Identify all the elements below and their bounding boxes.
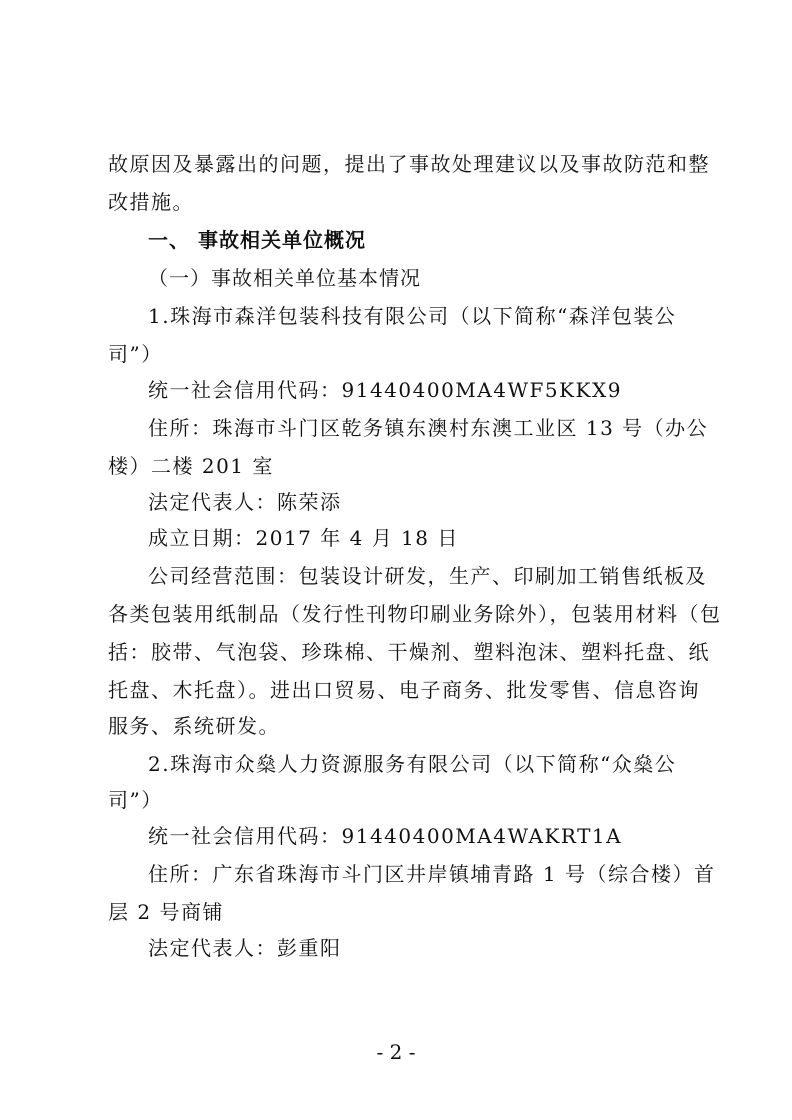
paragraph-line: 改措施。 bbox=[108, 190, 194, 214]
company-2-title-cont: 司”） bbox=[108, 788, 163, 812]
company-1-address: 住所：珠海市斗门区乾务镇东澳村东澳工业区 13 号（办公 bbox=[148, 416, 709, 440]
page-number: - 2 - bbox=[376, 1040, 416, 1064]
company-1-founded: 成立日期：2017 年 4 月 18 日 bbox=[148, 526, 459, 550]
company-1-scope-cont: 服务、系统研发。 bbox=[108, 714, 280, 738]
company-2-address-cont: 层 2 号商铺 bbox=[108, 900, 224, 924]
section-heading: 一、 事故相关单位概况 bbox=[148, 228, 366, 252]
company-1-scope-cont: 托盘、木托盘）。进出口贸易、电子商务、批发零售、信息咨询 bbox=[108, 678, 700, 702]
company-2-address: 住所：广东省珠海市斗门区井岸镇埔青路 1 号（综合楼）首 bbox=[148, 862, 716, 886]
company-1-title-cont: 司”） bbox=[108, 342, 163, 366]
company-1-legal-rep: 法定代表人：陈荣添 bbox=[148, 490, 342, 514]
paragraph-line: 故原因及暴露出的问题，提出了事故处理建议以及事故防范和整 bbox=[108, 152, 710, 176]
subsection-heading: （一）事故相关单位基本情况 bbox=[148, 266, 421, 290]
company-1-address-cont: 楼）二楼 201 室 bbox=[108, 454, 274, 478]
company-2-legal-rep: 法定代表人：彭重阳 bbox=[148, 936, 342, 960]
company-1-scope-cont: 括：胶带、气泡袋、珍珠棉、干燥剂、塑料泡沫、塑料托盘、纸 bbox=[108, 640, 710, 664]
company-1-credit-code: 统一社会信用代码：91440400MA4WF5KKX9 bbox=[148, 378, 622, 402]
company-1-title: 1.珠海市森洋包装科技有限公司（以下简称“森洋包装公 bbox=[148, 304, 677, 328]
company-1-scope: 公司经营范围：包装设计研发，生产、印刷加工销售纸板及 bbox=[148, 564, 707, 588]
company-1-scope-cont: 各类包装用纸制品（发行性刊物印刷业务除外），包装用材料（包 bbox=[108, 602, 722, 626]
company-2-title: 2.珠海市众燊人力资源服务有限公司（以下简称“众燊公 bbox=[148, 752, 677, 776]
company-2-credit-code: 统一社会信用代码：91440400MA4WAKRT1A bbox=[148, 824, 623, 848]
